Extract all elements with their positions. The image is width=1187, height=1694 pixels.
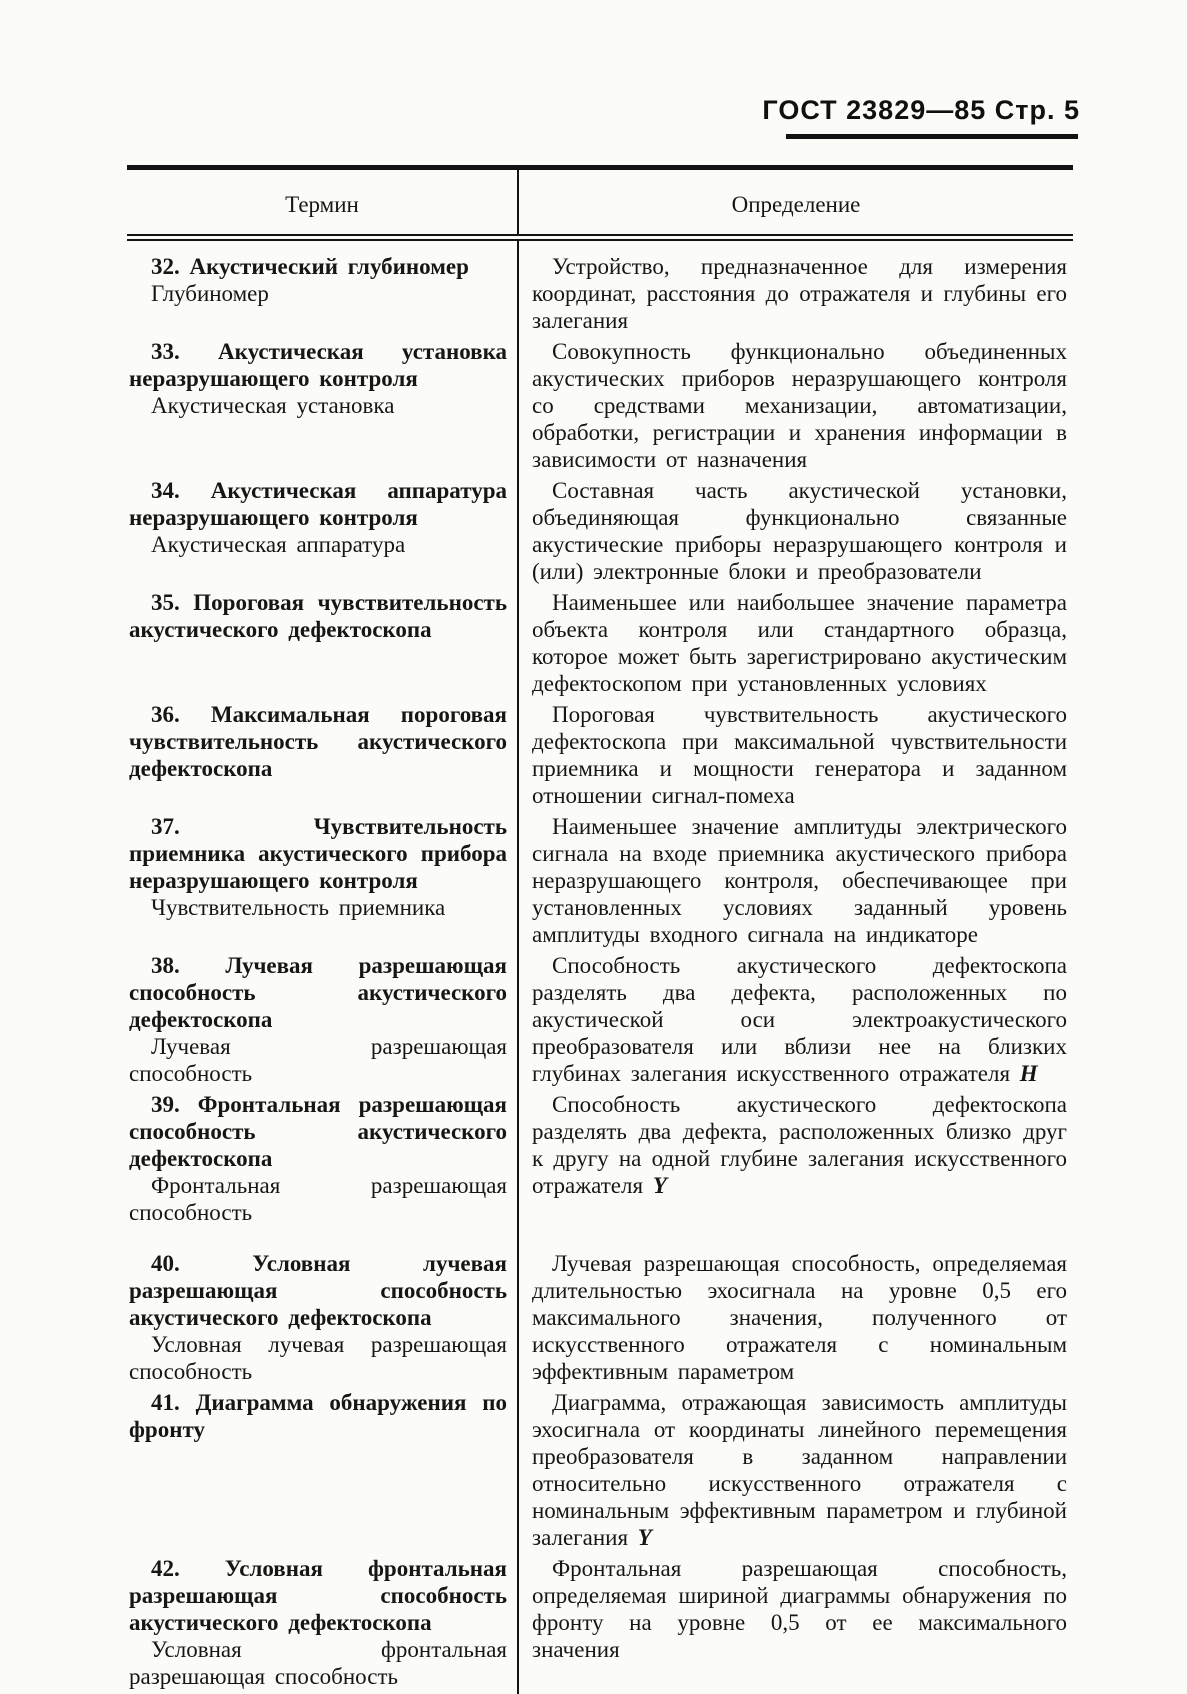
term-number: 38. bbox=[151, 953, 225, 978]
term-heading bbox=[129, 813, 507, 894]
term-heading bbox=[129, 701, 507, 782]
term-synonym: Акустическая аппаратура bbox=[129, 531, 507, 558]
term-title: Акустическая установка неразрушающего контроля bbox=[129, 339, 507, 391]
term-cell bbox=[127, 701, 518, 813]
table-row bbox=[127, 1091, 1073, 1230]
term-title: Лучевая разрешающая способность акустического дефектоскопа bbox=[129, 953, 507, 1032]
term-number: 33. bbox=[151, 339, 218, 364]
definition-paragraph bbox=[532, 701, 1067, 809]
definition-paragraph bbox=[532, 1555, 1067, 1663]
definition-variable: Y bbox=[643, 1173, 667, 1198]
definition-cell bbox=[518, 701, 1073, 813]
term-title: Диаграмма обнаружения по фронту bbox=[129, 1390, 507, 1442]
term-number: 37. bbox=[151, 814, 314, 839]
term-title: Максимальная пороговая чувствительность акустического дефектоскопа bbox=[129, 702, 507, 781]
table-row bbox=[127, 589, 1073, 701]
definition-text: Составная часть акустической установки, объединяющая функционально связанные акустические приборы неразрушающего контроля и (или) электронные блоки и преобразователи bbox=[532, 478, 1067, 584]
definition-text: Лучевая разрешающая способность, определяемая длительностью эхосигнала на уровне 0,5 его максимального значения, полученного от искусственного отражателя с номинальным эффективным параметром bbox=[532, 1251, 1067, 1384]
term-heading bbox=[129, 477, 507, 531]
definition-text: Наименьшее или наибольшее значение параметра объекта контроля или стандартного образца, которое может быть зарегистрировано акустическим дефектоскопом при установленных условиях bbox=[532, 590, 1067, 696]
term-cell bbox=[127, 1555, 518, 1694]
term-heading bbox=[129, 1091, 507, 1172]
term-heading bbox=[129, 589, 507, 643]
terms-table-body bbox=[127, 238, 1073, 1694]
table-header-definition: Определение bbox=[518, 168, 1073, 238]
term-synonym: Условная фронтальная разрешающая способность bbox=[129, 1636, 507, 1690]
term-heading bbox=[129, 952, 507, 1033]
term-number: 32. bbox=[151, 254, 190, 279]
term-cell bbox=[127, 1389, 518, 1555]
definition-variable: H bbox=[1010, 1061, 1038, 1086]
term-synonym: Акустическая установка bbox=[129, 392, 507, 419]
definition-paragraph bbox=[532, 813, 1067, 948]
term-cell bbox=[127, 1230, 518, 1389]
term-title: Условная лучевая разрешающая способность акустического дефектоскопа bbox=[129, 1251, 507, 1330]
term-cell bbox=[127, 477, 518, 589]
definition-text: Диаграмма, отражающая зависимость амплитуды эхосигнала от координаты линейного перемещения преобразователя в заданном направлении относительно искусственного отражателя с номинальным эффективным параметром и глубиной залегания bbox=[532, 1390, 1067, 1550]
definition-cell bbox=[518, 338, 1073, 477]
page-title: ГОСТ 23829—85 Стр. 5 bbox=[762, 95, 1080, 126]
definition-text: Устройство, предназначенное для измерения координат, расстояния до отражателя и глубины его залегания bbox=[532, 254, 1067, 333]
table-row bbox=[127, 1230, 1073, 1389]
definition-paragraph bbox=[532, 952, 1067, 1087]
definition-paragraph bbox=[532, 589, 1067, 697]
definition-text: Пороговая чувствительность акустического дефектоскопа при максимальной чувствительности приемника и мощности генератора и заданном отношении сигнал-помеха bbox=[532, 702, 1067, 808]
term-cell bbox=[127, 813, 518, 952]
term-title: Чувствительность приемника акустического прибора неразрушающего контроля bbox=[129, 814, 507, 893]
definition-text: Способность акустического дефектоскопа разделять два дефекта, расположенных по акустической оси электроакустического преобразователя или вблизи нее на близких глубинах залегания искусственного отражателя bbox=[532, 953, 1067, 1086]
term-heading bbox=[129, 1555, 507, 1636]
definition-text: Фронтальная разрешающая способность, определяемая шириной диаграммы обнаружения по фронту на уровне 0,5 от ее максимального значения bbox=[532, 1556, 1067, 1662]
term-cell bbox=[127, 589, 518, 701]
definition-paragraph bbox=[532, 1389, 1067, 1551]
term-number: 40. bbox=[151, 1251, 252, 1276]
term-synonym: Глубиномер bbox=[129, 280, 507, 307]
definition-cell bbox=[518, 589, 1073, 701]
term-synonym: Лучевая разрешающая способность bbox=[129, 1033, 507, 1087]
table-row bbox=[127, 477, 1073, 589]
term-synonym: Чувствительность приемника bbox=[129, 894, 507, 921]
header-underline bbox=[786, 134, 1078, 139]
table-header-term: Термин bbox=[127, 168, 518, 238]
table-row bbox=[127, 338, 1073, 477]
term-number: 42. bbox=[151, 1556, 225, 1581]
table-row bbox=[127, 238, 1073, 339]
term-number: 41. bbox=[151, 1390, 196, 1415]
definition-cell bbox=[518, 952, 1073, 1091]
term-title: Акустическая аппаратура неразрушающего контроля bbox=[129, 478, 507, 530]
definition-cell bbox=[518, 238, 1073, 339]
definition-cell bbox=[518, 1230, 1073, 1389]
term-number: 35. bbox=[151, 590, 193, 615]
table-row bbox=[127, 813, 1073, 952]
table-header bbox=[127, 168, 1073, 238]
term-heading bbox=[129, 1250, 507, 1331]
term-heading bbox=[129, 338, 507, 392]
definition-paragraph bbox=[532, 253, 1067, 334]
definition-text: Совокупность функционально объединенных акустических приборов неразрушающего контроля со средствами механизации, автоматизации, обработки, регистрации и хранения информации в зависимости от назначения bbox=[532, 339, 1067, 472]
table-row bbox=[127, 701, 1073, 813]
term-title: Акустический глубиномер bbox=[190, 254, 469, 279]
definition-cell bbox=[518, 477, 1073, 589]
term-synonym: Условная лучевая разрешающая способность bbox=[129, 1331, 507, 1385]
term-cell bbox=[127, 1091, 518, 1230]
term-number: 34. bbox=[151, 478, 211, 503]
term-title: Пороговая чувствительность акустического дефектоскопа bbox=[129, 590, 507, 642]
definition-paragraph bbox=[532, 338, 1067, 473]
definition-cell bbox=[518, 813, 1073, 952]
term-synonym: Фронтальная разрешающая способность bbox=[129, 1172, 507, 1226]
definition-paragraph bbox=[532, 1250, 1067, 1385]
term-heading bbox=[129, 253, 507, 280]
term-cell bbox=[127, 238, 518, 339]
table-header-row bbox=[127, 168, 1073, 238]
definition-cell bbox=[518, 1091, 1073, 1230]
term-cell bbox=[127, 952, 518, 1091]
definition-cell bbox=[518, 1555, 1073, 1694]
definition-paragraph bbox=[532, 477, 1067, 585]
table-row bbox=[127, 952, 1073, 1091]
table-row bbox=[127, 1555, 1073, 1694]
definition-text: Наименьшее значение амплитуды электрического сигнала на входе приемника акустического прибора неразрушающего контроля, обеспечивающее при установленных условиях заданный уровень амплитуды входного сигнала на индикаторе bbox=[532, 814, 1067, 947]
terms-table bbox=[127, 165, 1073, 1694]
term-number: 36. bbox=[151, 702, 211, 727]
term-title: Фронтальная разрешающая способность акустического дефектоскопа bbox=[129, 1092, 507, 1171]
definition-variable: Y bbox=[628, 1525, 652, 1550]
definition-cell bbox=[518, 1389, 1073, 1555]
definition-text: Способность акустического дефектоскопа разделять два дефекта, расположенных близко друг к другу на одной глубине залегания искусственного отражателя bbox=[532, 1092, 1067, 1198]
term-cell bbox=[127, 338, 518, 477]
term-heading bbox=[129, 1389, 507, 1443]
term-number: 39. bbox=[151, 1092, 198, 1117]
definition-paragraph bbox=[532, 1091, 1067, 1199]
table-row bbox=[127, 1389, 1073, 1555]
term-title: Условная фронтальная разрешающая способность акустического дефектоскопа bbox=[129, 1556, 507, 1635]
